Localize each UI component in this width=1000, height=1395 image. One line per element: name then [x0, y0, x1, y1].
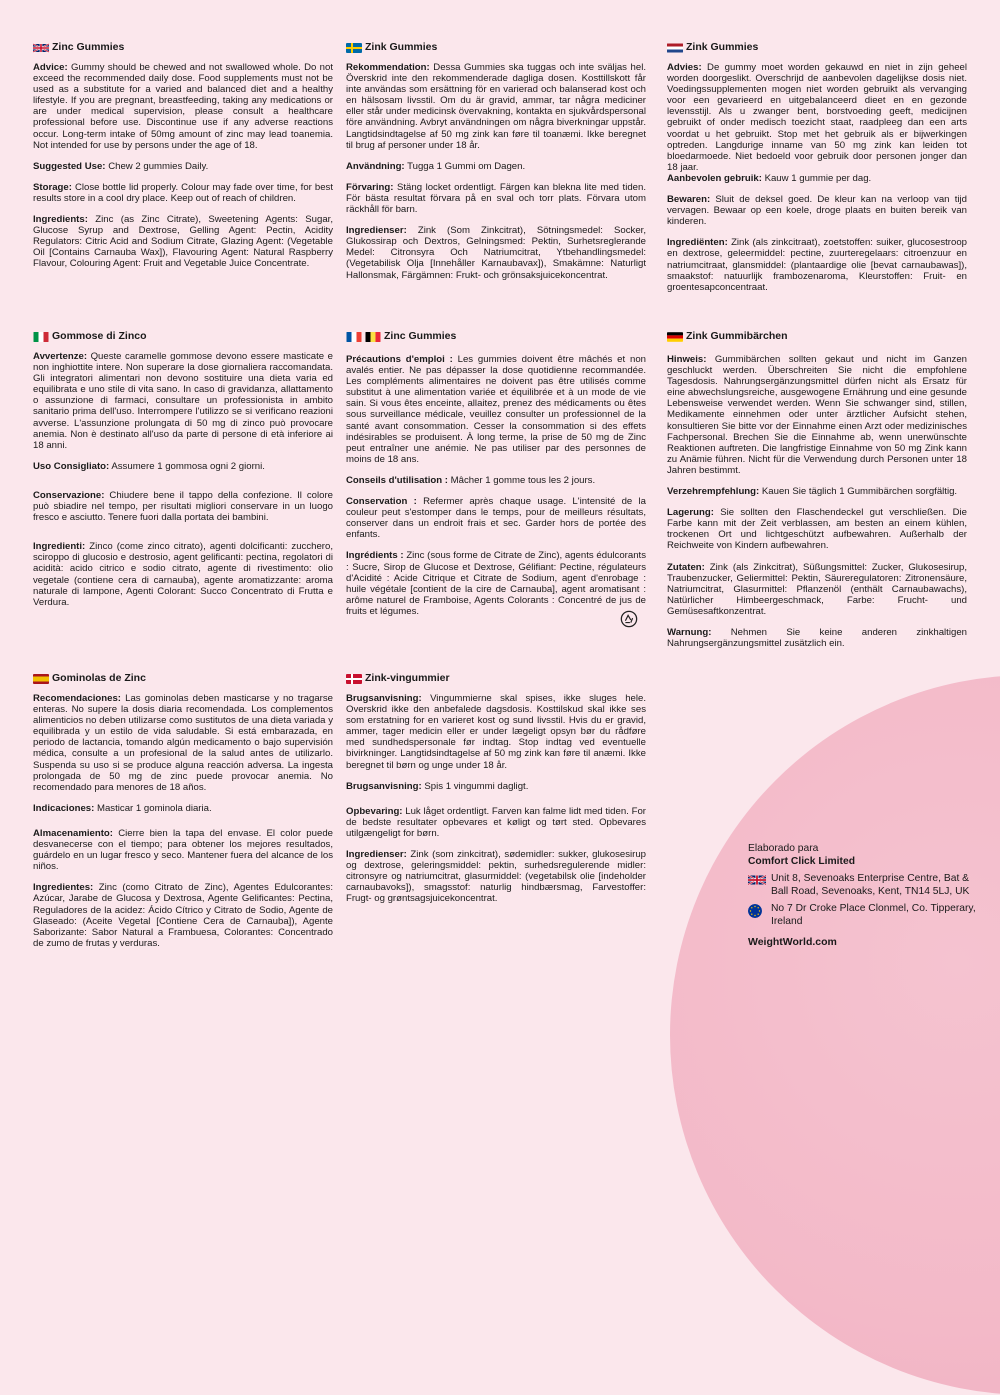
eu-address-row — [748, 903, 988, 928]
advice-text: Queste caramelle gommose devono essere masticate e non inghiottite intere. Non superare la dose giornaliera raccomandata. Gli integratori alimentari non devono sostituire una dieta varia ed equilibrata e uno stile di vita sano. In caso di gravidanza, allattamento o assunzione di farmaci, consultare un professionista in ambito sanitario prima dell'uso. Interrompere l'utilizzo se si verificano reazioni avverse. L'assunzione prolungata di 50 mg di zinco può provocare anemia. Non è destinato all'uso da parte di persone di età inferiore ai 18 anni. — [33, 351, 334, 451]
advice-paragraph — [346, 693, 646, 771]
section-title: Zink Gummibärchen — [686, 330, 788, 343]
use-label: Uso Consigliato: — [33, 460, 110, 472]
section-title: Zink Gummies — [686, 41, 759, 54]
ingredients-text: Zinc (como Citrato de Zinc), Agentes Edulcorantes: Azúcar, Jarabe de Glucosa y Dextrosa, Agente Gelificantes: Pectina, Reguladores de la acidez: Ácido Cítrico y Citrato de Sodio, Agente de Glaseado: (Aceite Vegetal [Contiene Cera de Carnauba]), Agente Saborizante: Sabor Natural a Frambuesa, Colorantes: Concentrado de zumo de frutas y verduras. — [33, 882, 333, 949]
storage-label: Lagerung: — [667, 507, 714, 519]
ingredients-label: Ingredients: — [33, 214, 88, 226]
advice-paragraph — [33, 693, 333, 793]
storage-text: Stäng locket ordentligt. Färgen kan blekna lite med tiden. För bästa resultat förvara på en sval och torr plats. Förvara utom räckhåll för barn. — [346, 181, 646, 216]
storage-label: Opbevaring: — [346, 805, 403, 817]
use-text: Chew 2 gummies Daily. — [108, 160, 209, 172]
ingredients-paragraph — [667, 237, 967, 292]
section-swedish — [346, 41, 646, 291]
advice-label: Advice: — [33, 62, 68, 73]
storage-paragraph — [346, 496, 646, 540]
storage-text: Sluit de deksel goed. De kleur kan na verloop van tijd vervagen. Bewaar op een koele, droge plaats en buiten bereik van kinderen. — [667, 194, 967, 228]
advice-text: Dessa Gummies ska tuggas och inte sväljas hel. Överskrid inte den rekommenderade dagliga dosen. Kosttillskott får inte användas som ersättning för en varierad och balanserad kost och en hälsosam livsstil. Om du är gravid, ammar, tar några mediciner eller står under medicinsk övervakning, kontakta en sjukvårdspersonal före användning. Avbryt användningen om några biverkningar uppstår. Langtidsindtagelse af 50 mg zink kan føre til toanæmi. Ikke beregnet til brug af personer under 18 år. — [346, 62, 646, 151]
ingredients-text: Zinc (sous forme de Citrate de Zinc), agents édulcorants : Sucre, Sirop de Glucose et Dextrose, Gélifiant: Pectine, régulateurs d'Acidité : Acide Citrique et Citrate de Sodium, agent d'enrobage : huile végétale [contient de la cire de Carnauba], agent aromatisant : arôme naturel de Framboise, Agents Colorants : Concentré de jus de fruits et légumes. — [346, 550, 646, 617]
advice-text: Gummy should be chewed and not swallowed whole. Do not exceed the recommended daily dose. Food supplements must not be used as a substitute for a varied and balanced diet and a healthy lifestyle. If you are pregnant, breastfeeding, taking any medications or are under medical supervision, please consult a healthcare professional before use. Discontinue use if any adverse reactions occur. Long-term intake of 50mg amount of zinc may lead toanemia. Not intended for use by persons under the age of 18. — [33, 62, 333, 151]
advice-text: Gummibärchen sollten gekaut und nicht im Ganzen geschluckt werden. Überschreiten Sie nicht die empfohlene Tagesdosis. Nahrungsergänzungsmittel dürfen nicht als Ersatz für eine abwechslungsreiche, ausgewogene Ernährung und eine gesunde Lebensweise verwendet werden. Wenn Sie schwanger sind, stillen, Medikamente einnehmen oder unter ärztlicher Aufsicht stehen, konsultieren Sie bitte vor der Einnahme einen Arzt oder medizinisches Fachpersonal. Brechen Sie die Einnahme ab, wenn unerwünschte Reaktionen auftreten. Die langfristige Einnahme von 50 mg Zink kann zu Anämie führen. Nicht für die Verwendung durch Personen unter 18 Jahren bestimmt. — [667, 354, 968, 476]
advice-label: Précautions d'emploi : — [346, 354, 453, 365]
ingredients-label: Ingredienti: — [33, 541, 86, 553]
use-label: Aanbevolen gebruik: — [667, 172, 762, 184]
ingredients-text: Zink (som zinkcitrat), sødemidler: sukker, glukosesirup og dextrose, geleringsmiddel: pektin, surhedsregulerende midler: citronsyre og natriumcitrat, glasurmiddel: (vegetabilsk olie [indeholder carnaubavoks]), smagsstof: naturlig hindbærsmag, Farvestoffer: Frugt- og grøntsagsjuicekoncentrat. — [346, 849, 646, 905]
storage-paragraph — [33, 182, 333, 204]
storage-label: Storage: — [33, 181, 72, 193]
storage-paragraph — [346, 182, 646, 215]
storage-text: Cierre bien la tapa del envase. El color puede desvanecerse con el tiempo; para obtener los mejores resultados, guárdelo en un lugar fresco y seco. Mantener fuera del alcance de los niños. — [33, 827, 333, 873]
use-paragraph — [33, 461, 333, 472]
advice-paragraph — [667, 354, 967, 476]
use-text: Kauw 1 gummie per dag. — [764, 172, 872, 184]
section-italian — [33, 330, 333, 618]
section-english — [33, 41, 333, 280]
advice-label: Advies: — [667, 62, 702, 73]
netherlands-flag-icon — [667, 43, 683, 53]
storage-text: Refermer après chaque usage. L'intensité de la couleur peut s'estomper dans le temps, pour de meilleurs résultats, conserver dans un endroit frais et sec. Garder hors de portée des enfants. — [346, 496, 646, 541]
eu-address: No 7 Dr Croke Place Clonmel, Co. Tipperary, Ireland — [771, 903, 976, 927]
ingredients-label: Ingrediënten: — [667, 237, 728, 249]
storage-text: Luk låget ordentligt. Farven kan falme lidt med tiden. For de bedste resultater opbevares et køligt og tørt sted. Opbevares utilgængeligt for børn. — [346, 805, 646, 839]
decorative-pink-circle — [670, 675, 1000, 1395]
ingredients-text: Zinco (come zinco citrato), agenti dolcificanti: zucchero, sciroppo di glucosio e destrosio, agent gelificanti: pectina, regolatori di acidità: acido citrico e sodio citrato, agente di rivestimento: olio vegetale (contiene cera di carnauba), agente aromatizzante: aroma naturale di lampone, Agenti Colorant: Succo Concentrato di Frutta e Verdura. — [33, 541, 333, 608]
section-title: Gommose di Zinco — [52, 330, 147, 343]
advice-label: Avvertenze: — [33, 351, 88, 362]
advice-text: Les gummies doivent être mâchés et non avalés entier. Ne pas dépasser la dose quotidienne recommandée. Les compléments alimentaires ne doivent pas être utilisés comme substitut à une alimentation variée et équilibrée et à un mode de vie sain. Si vous êtes enceinte, allaitez, prenez des médicaments ou êtes sous surveillance médicale, veuillez consulter un professionnel de la santé avant consommation. Cesser la consommation si des effets indésirables se produisent. À long terme, la prise de 50 mg de Zinc peut entraîner une anémie. Ne pas utiliser par des personnes de moins de 18 ans. — [346, 354, 646, 465]
section-header — [346, 41, 646, 55]
section-french — [346, 330, 646, 627]
advice-paragraph — [346, 354, 646, 465]
storage-label: Almacenamiento: — [33, 827, 113, 839]
ingredients-label: Ingredienser: — [346, 225, 407, 237]
section-title: Zinc Gummies — [52, 41, 125, 54]
made-for-label: Elaborado para — [748, 843, 819, 854]
advice-paragraph — [33, 351, 333, 451]
ingredients-label: Zutaten: — [667, 561, 705, 573]
company-name: Comfort Click Limited — [748, 855, 855, 867]
use-label: Suggested Use: — [33, 160, 106, 172]
use-text: Masticar 1 gominola diaria. — [96, 802, 212, 814]
storage-paragraph — [33, 828, 333, 872]
ingredients-paragraph — [33, 214, 333, 269]
section-dutch — [667, 41, 967, 303]
use-text: Spis 1 vingummi dagligt. — [424, 780, 529, 792]
section-header — [667, 330, 967, 344]
ingredients-label: Ingrédients : — [346, 550, 404, 562]
warning-label: Warnung: — [667, 626, 712, 638]
belgium-flag-icon — [365, 332, 381, 342]
section-spanish — [33, 672, 333, 959]
use-label: Conseils d'utilisation : — [346, 474, 448, 486]
section-header — [346, 672, 646, 686]
denmark-flag-icon — [346, 674, 362, 684]
use-label: Indicaciones: — [33, 802, 95, 814]
france-flag-icon — [346, 332, 362, 342]
use-label: Verzehrempfehlung: — [667, 486, 760, 498]
eu-flag-icon — [748, 904, 762, 918]
ingredients-text: Zinc (as Zinc Citrate), Sweetening Agents: Sugar, Glucose Syrup and Dextrose, Gelling Agent: Pectin, Acidity Regulators: Citric Acid and Sodium Citrate, Glazing Agent: (Vegetable Oil [Contains Carnauba Wax]), Flavouring Agent: Natural Raspberry Flavour, Colouring Agent: Fruit and Vegetable Juice Concentrate. — [33, 214, 333, 270]
ingredients-paragraph — [346, 550, 646, 617]
use-paragraph — [33, 161, 333, 172]
advice-paragraph — [346, 62, 646, 151]
warning-paragraph — [667, 627, 967, 649]
use-paragraph — [346, 781, 646, 792]
uk-flag-icon — [748, 874, 766, 886]
advice-text: De gummy moet worden gekauwd en niet in zijn geheel worden doorgeslikt. Overschrijd de aanbevolen dagelijkse dosis niet. Voedingssupplementen mogen niet worden gebruikt als vervanging voor een gevarieerd en uitgebalanceerd dieet en en gezonde levensstijl. Als u zwanger bent, borstvoeding geeft, medicijnen gebruikt of onder medisch toezicht staat, raadpleeg dan een arts voordat u het gebruikt. Stop met het gebruik als er bijwerkingen optreden. Langdurige inname van 50 mg zink kan leiden tot bloedarmoede. Niet bedoeld voor gebruik door personen jonger dan 18 jaar. — [667, 62, 968, 173]
ingredients-paragraph — [33, 541, 333, 608]
storage-paragraph — [33, 490, 333, 523]
advice-paragraph — [33, 62, 333, 151]
section-header — [33, 672, 333, 686]
germany-flag-icon — [667, 332, 683, 342]
advice-label: Hinweis: — [667, 354, 707, 365]
recycle-icon — [620, 610, 638, 628]
manufacturer-block — [748, 843, 988, 949]
section-title: Zinc Gummies — [384, 330, 457, 343]
advice-text: Vingummierne skal spises, ikke sluges hele. Overskrid ikke den anbefalede dagsdosis. Kosttilskud skal ikke ses som erstatning for en varieret kost og sund livsstil. Hvis du er gravid, ammer, tager medicin eller er under lægeligt opsyn bør du rådføre med sundhedspersonale før indtag. Stop indtag ved eventuelle bivirkninger. Langtidsindtagelse af 50 mg zink kan føre til anæmi. Ikke beregnet til børn og unge under 18 år. — [346, 693, 646, 771]
storage-label: Conservazione: — [33, 489, 105, 501]
use-label: Brugsanvisning: — [346, 780, 422, 792]
use-text: Tugga 1 Gummi om Dagen. — [407, 160, 526, 172]
advice-label: Brugsanvisning: — [346, 693, 422, 704]
use-label: Användning: — [346, 160, 405, 172]
use-paragraph — [346, 475, 646, 486]
section-header — [33, 330, 333, 344]
section-german — [667, 330, 967, 659]
section-title: Zink-vingummier — [365, 672, 450, 685]
ingredients-text: Zink (Som Zinkcitrat), Sötningsmedel: Socker, Glukossirap och Dextros, Gelningsmed: Pektin, Surhetsreglerande Medel: Citronsyra Och Natriumcitrat, Ytbehandlingsmedel: (Vegetabilisk Olja [Innehåller Karnaubavax]), Smakämne: Naturligt Hallonsmak, Färgämnen: Frukt- och grönsaksjuicekoncentrat. — [346, 225, 646, 281]
uk-address-row — [748, 873, 988, 898]
use-text: Assumere 1 gommosa ogni 2 giorni. — [111, 460, 265, 472]
ingredients-label: Ingredienser: — [346, 849, 407, 861]
ingredients-text: Zink (als Zinkcitrat), Süßungsmittel: Zucker, Glukosesirup, Traubenzucker, Geliermittel: Pektin, Säureregulatoren: Zitronensäure, Natriumcitrat, Glasurmittel: Pflanzenöl (enthält Carnaubawachs), Natürlicher Himbeergeschmack, Farbe: Frucht- und Gemüsesaftkonzentrat. — [667, 561, 967, 617]
spain-flag-icon — [33, 674, 49, 684]
use-paragraph — [346, 161, 646, 172]
advice-paragraph — [667, 62, 967, 184]
ingredients-paragraph — [346, 849, 646, 904]
section-title: Zink Gummies — [365, 41, 438, 54]
ingredients-paragraph — [346, 225, 646, 280]
section-title: Gominolas de Zinc — [52, 672, 146, 685]
storage-label: Bewaren: — [667, 194, 711, 206]
storage-text: Close bottle lid properly. Colour may fade over time, for best results store in a cool dry place. Keep out of reach of children. — [33, 181, 334, 204]
ingredients-paragraph — [667, 562, 967, 617]
warning-text: Nehmen Sie keine anderen zinkhaltigen Nahrungsergänzungsmittel zusätzlich ein. — [667, 626, 967, 650]
storage-text: Chiudere bene il tappo della confezione. Il colore può sbiadire nel tempo, per risultati migliori conservare in un luogo fresco e asciutto. Tenere fuori dalla portata dei bambini. — [33, 489, 333, 524]
use-text: Kauen Sie täglich 1 Gummibärchen sorgfältig. — [761, 486, 958, 498]
section-header — [667, 41, 967, 55]
storage-label: Conservation : — [346, 496, 417, 508]
section-header — [33, 41, 333, 55]
use-text: Mâcher 1 gomme tous les 2 jours. — [450, 474, 596, 486]
advice-label: Rekommendation: — [346, 62, 430, 73]
ingredients-paragraph — [33, 882, 333, 949]
storage-label: Förvaring: — [346, 181, 394, 193]
storage-paragraph — [667, 507, 967, 551]
section-danish — [346, 672, 646, 915]
storage-paragraph — [667, 194, 967, 227]
advice-text: Las gominolas deben masticarse y no tragarse enteras. No supere la dosis diaria recomendada. Los complementos alimenticios no deben utilizarse como sustitutos de una dieta variada y equilibrada y un estilo de vida saludable. Si está embarazada, en periodo de lactancia, tomando algún medicamento o bajo supervisión médica, consulte a un profesional de la salud antes de utilizarlo. Suspenda su uso si se produce alguna reacción adversa. La ingesta prolongada de 50 mg de zinc puede provocar anemia. No recomendado para menores de 18 años. — [33, 693, 333, 793]
use-paragraph — [33, 803, 333, 814]
sweden-flag-icon — [346, 43, 362, 53]
advice-label: Recomendaciones: — [33, 693, 121, 704]
ingredients-text: Zink (als zinkcitraat), zoetstoffen: suiker, glucosestroop en dextrose, geleermiddel: pectine, zuurteregelaars: citroenzuur en natriumcitraat, glansmiddel: (plantaardige olie [bevat carnaubawas]), smaakstof: natuurlijk frambozenaroma, Kleurstoffen: Fruit- en groentesapconcentraat. — [667, 237, 968, 293]
ingredients-label: Ingredientes: — [33, 882, 94, 894]
use-paragraph — [667, 486, 967, 497]
section-header — [346, 330, 646, 344]
storage-text: Sie sollten den Flaschendeckel gut verschließen. Die Farbe kann mit der Zeit verblassen, am besten an einem kühlen, trockenen Ort und lichtgeschützt aufbewahren. Außerhalb der Reichweite von Kindern aufbewahren. — [667, 507, 967, 552]
storage-paragraph — [346, 806, 646, 839]
uk-flag-icon — [33, 43, 49, 53]
brand-url: WeightWorld.com — [748, 936, 837, 948]
italy-flag-icon — [33, 332, 49, 342]
uk-address: Unit 8, Sevenoaks Enterprise Centre, Bat & Ball Road, Sevenoaks, Kent, TN14 5LJ, UK — [771, 873, 970, 897]
